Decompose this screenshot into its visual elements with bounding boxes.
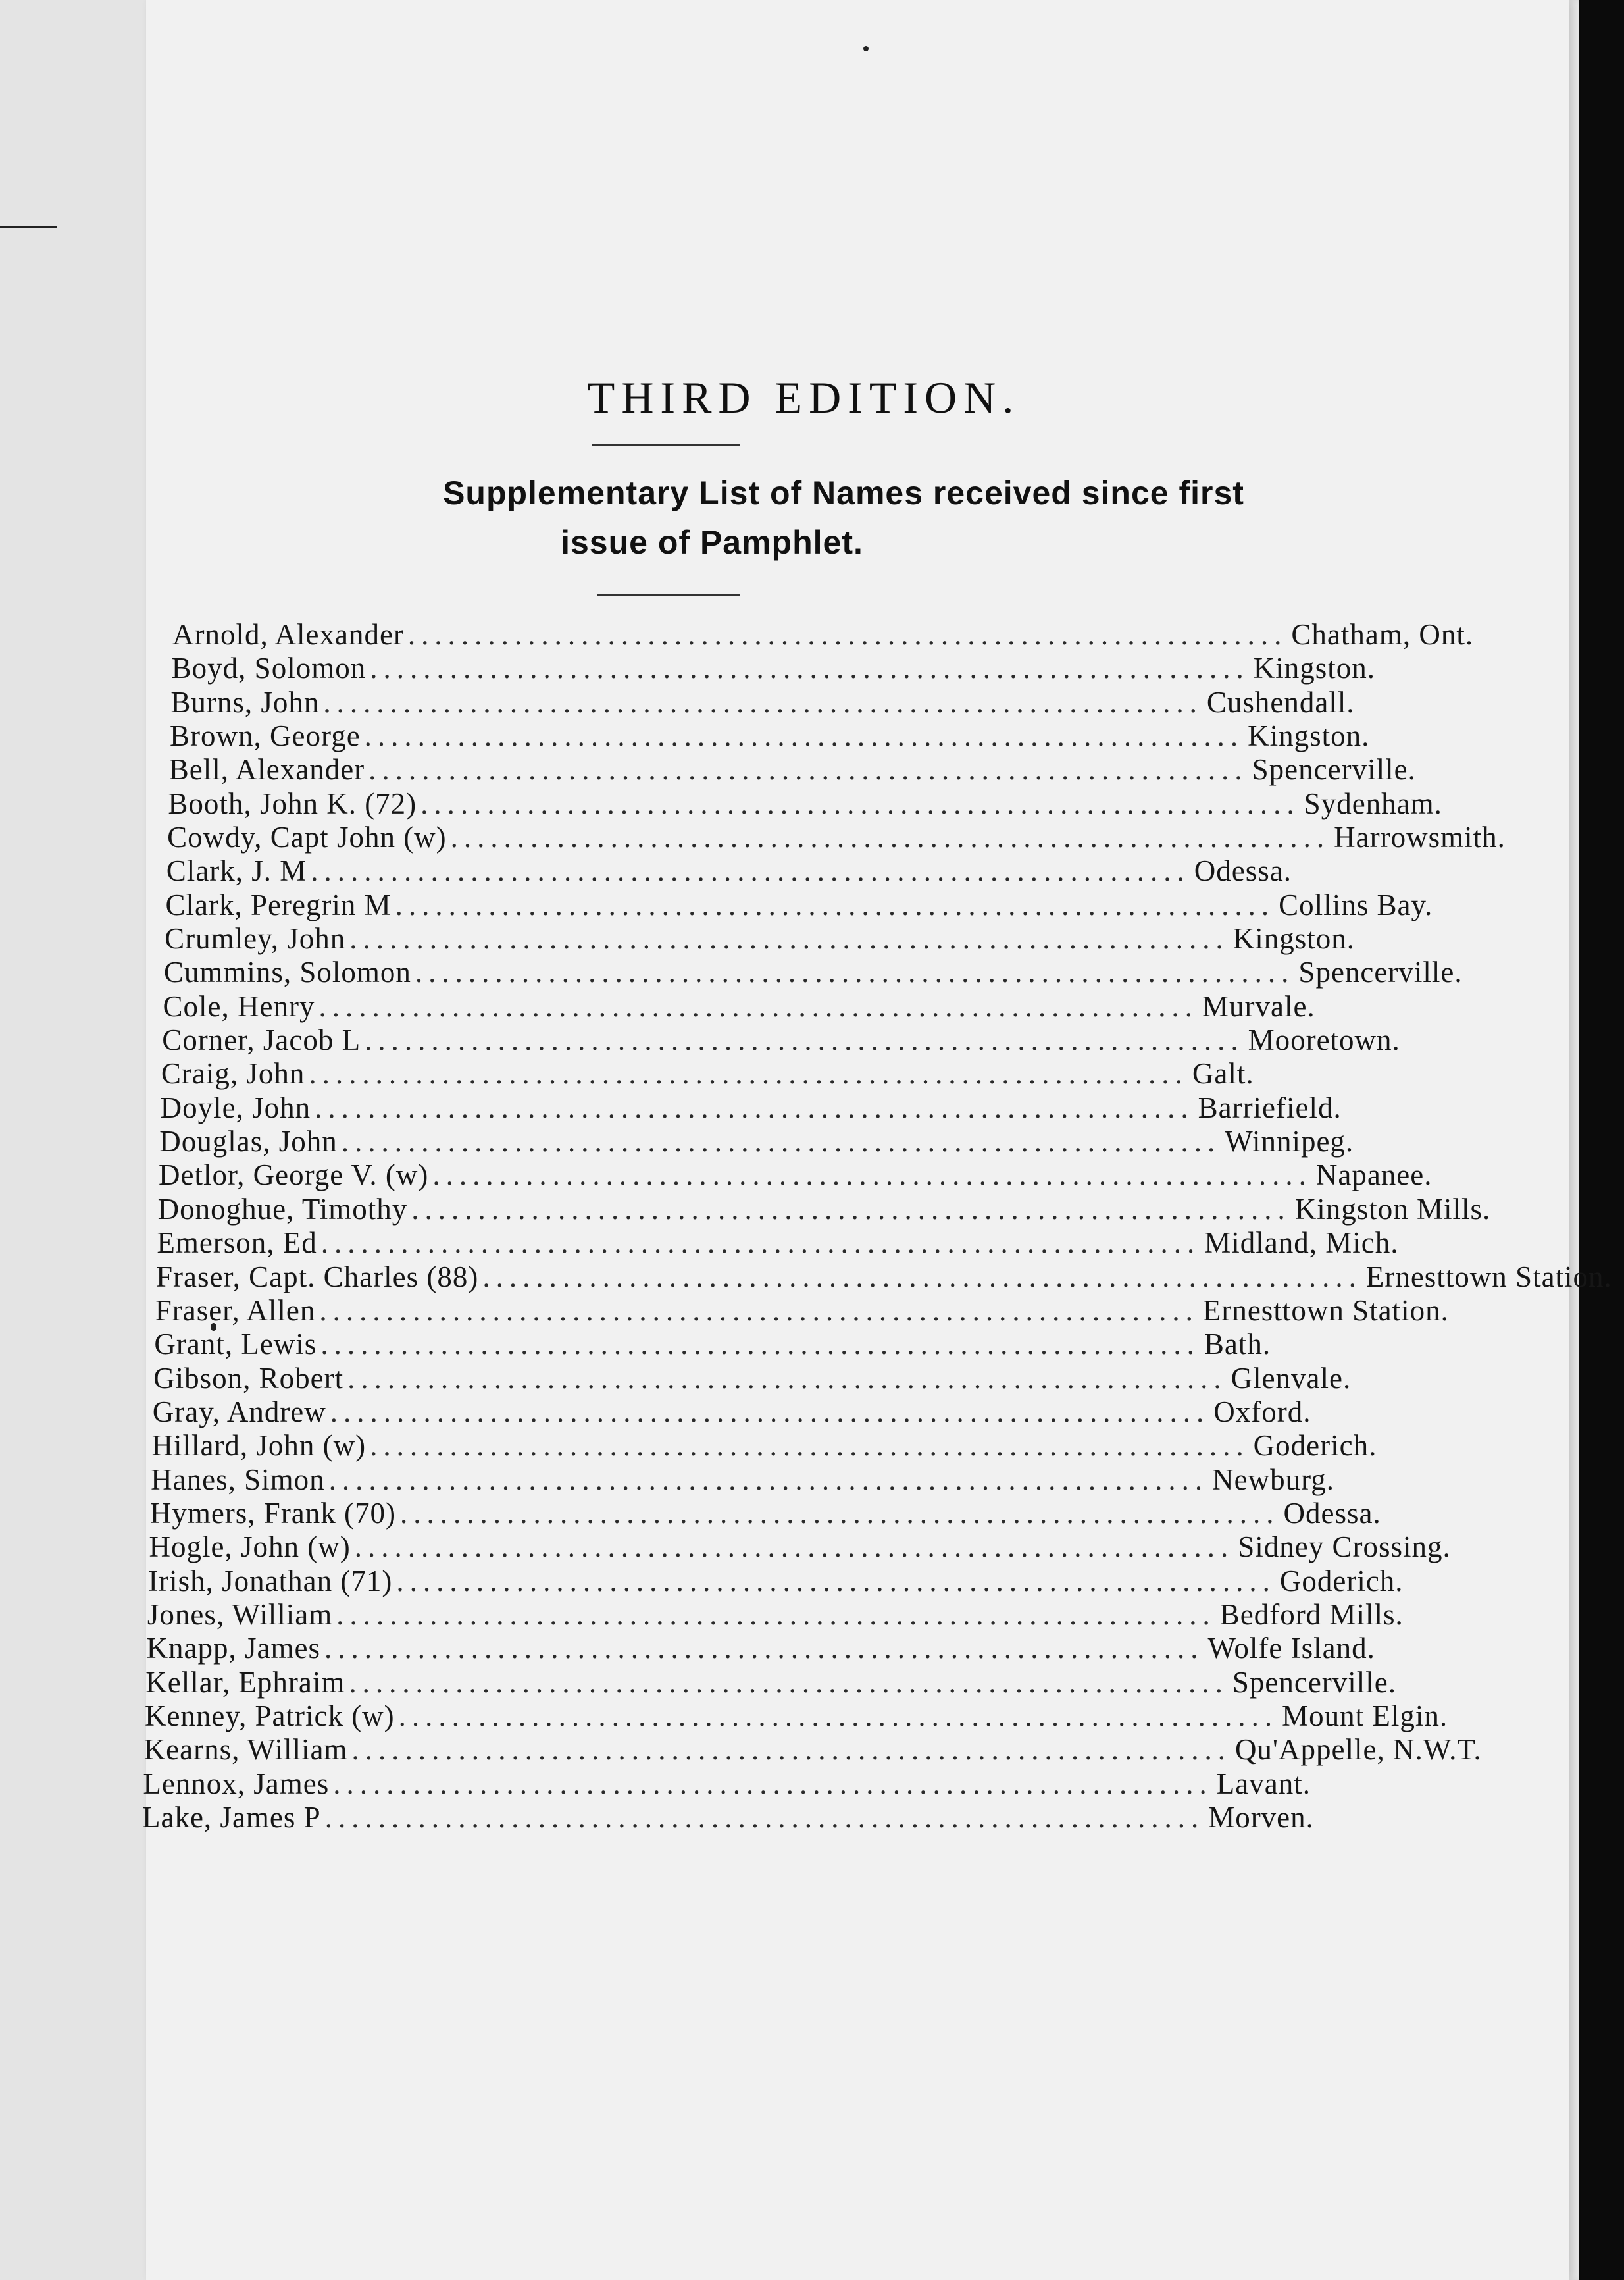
entry-name: Bell, Alexander: [168, 753, 365, 787]
entry-name: Arnold, Alexander: [172, 618, 404, 651]
dot-leader: ..................................................................: [309, 1057, 1188, 1091]
entry-name: Cowdy, Capt John (w): [167, 821, 447, 854]
entry-place: Kingston.: [1253, 652, 1375, 685]
entry-name: Knapp, James: [146, 1632, 321, 1665]
list-item: [166, 854, 1292, 888]
list-item: [143, 1767, 1311, 1801]
dot-leader: ..................................................................: [318, 989, 1198, 1023]
entry-place: Glenvale.: [1231, 1361, 1352, 1395]
dot-leader: ..................................................................: [320, 1226, 1201, 1260]
list-item: [167, 820, 1506, 854]
list-item: [151, 1463, 1335, 1497]
dot-leader: ..................................................................: [320, 1328, 1200, 1361]
names-list: [142, 0, 1612, 2280]
entry-place: Barriefield.: [1198, 1091, 1342, 1124]
entry-place: Sidney Crossing.: [1238, 1530, 1451, 1564]
entry-place: Harrowsmith.: [1334, 821, 1506, 854]
entry-name: Fraser, Capt. Charles (88): [156, 1260, 479, 1293]
list-item: [163, 989, 1315, 1023]
dot-leader: ..................................................................: [347, 1361, 1227, 1395]
list-item: [170, 719, 1370, 753]
dot-leader: ..................................................................: [450, 821, 1331, 854]
entry-place: Cushendall.: [1206, 685, 1355, 719]
list-item: [165, 888, 1433, 922]
entry-name: Clark, J. M: [166, 854, 307, 888]
entry-place: Bath.: [1204, 1328, 1271, 1361]
dot-leader: ..................................................................: [400, 1496, 1280, 1530]
entry-place: Mooretown.: [1248, 1023, 1400, 1057]
list-item: [155, 1293, 1449, 1328]
left-page-edge: [0, 0, 148, 2280]
dot-leader: ..................................................................: [330, 1395, 1210, 1428]
list-item: [163, 955, 1463, 989]
entry-name: Crumley, John: [165, 922, 346, 956]
entry-place: Ernesttown Station.: [1365, 1260, 1612, 1293]
entry-name: Cole, Henry: [163, 989, 315, 1023]
dot-leader: ..................................................................: [396, 1564, 1276, 1597]
dot-leader: ..................................................................: [324, 1801, 1205, 1834]
dot-leader: ..................................................................: [368, 753, 1248, 787]
entry-place: Wolfe Island.: [1207, 1632, 1375, 1665]
dot-leader: ..................................................................: [319, 1293, 1199, 1327]
page-title-text: THIRD EDITION.: [587, 373, 1021, 423]
list-item: [142, 1800, 1314, 1834]
dot-leader: ..................................................................: [365, 1023, 1244, 1057]
entry-place: Kingston.: [1232, 922, 1355, 956]
dot-leader: ..................................................................: [432, 1158, 1312, 1192]
entry-name: Detlor, George V. (w): [158, 1158, 429, 1192]
entry-name: Craig, John: [161, 1057, 305, 1091]
entry-place: Kingston Mills.: [1294, 1192, 1491, 1226]
entry-place: Galt.: [1192, 1057, 1254, 1091]
dot-leader: ..................................................................: [370, 652, 1250, 685]
entry-place: Lavant.: [1216, 1767, 1311, 1800]
entry-place: Morven.: [1208, 1801, 1314, 1834]
entry-place: Qu'Appelle, N.W.T.: [1234, 1733, 1482, 1767]
entry-place: Spencerville.: [1298, 956, 1463, 989]
entry-place: Midland, Mich.: [1204, 1226, 1399, 1260]
dot-leader: ..................................................................: [349, 922, 1229, 956]
dot-leader: ..................................................................: [341, 1125, 1221, 1158]
list-item: [161, 1056, 1254, 1091]
list-item: [170, 685, 1355, 719]
dot-leader: ..................................................................: [395, 888, 1275, 921]
entry-place: Oxford.: [1213, 1395, 1311, 1428]
entry-name: Booth, John K. (72): [168, 787, 417, 820]
list-item: [162, 1023, 1400, 1057]
dot-leader: ..................................................................: [407, 618, 1288, 651]
dot-leader: ..................................................................: [420, 787, 1300, 820]
entry-place: Ernesttown Station.: [1202, 1293, 1449, 1327]
list-item: [156, 1260, 1612, 1294]
dot-leader: ..................................................................: [349, 1665, 1229, 1699]
entry-place: Bedford Mills.: [1219, 1597, 1404, 1631]
entry-name: Kearns, William: [143, 1733, 348, 1767]
dot-leader: ..................................................................: [364, 719, 1244, 753]
entry-name: Irish, Jonathan (71): [148, 1564, 393, 1597]
entry-place: Sydenham.: [1304, 787, 1442, 820]
entry-name: Hymers, Frank (70): [149, 1496, 397, 1530]
entry-place: Odessa.: [1283, 1496, 1381, 1530]
list-item: [149, 1530, 1451, 1564]
subtitle-line-1: Supplementary List of Names received since first: [443, 475, 1244, 511]
list-item: [148, 1564, 1404, 1598]
dot-leader: ..................................................................: [411, 1192, 1291, 1226]
entry-name: Donoghue, Timothy: [157, 1192, 408, 1226]
entry-place: Murvale.: [1202, 989, 1315, 1023]
list-item: [157, 1192, 1491, 1226]
entry-place: Collins Bay.: [1279, 888, 1433, 921]
entry-name: Kenney, Patrick (w): [144, 1699, 395, 1732]
dot-leader: ..................................................................: [333, 1767, 1213, 1800]
dot-leader: ..................................................................: [415, 956, 1295, 989]
dot-leader: ..................................................................: [328, 1463, 1209, 1496]
list-item: [149, 1496, 1381, 1530]
entry-place: Kingston.: [1248, 719, 1370, 753]
dot-leader: ..................................................................: [311, 854, 1190, 888]
list-item: [154, 1327, 1271, 1361]
entry-place: Spencerville.: [1252, 753, 1416, 787]
entry-name: Clark, Peregrin M: [165, 888, 392, 921]
list-item: [168, 787, 1442, 821]
entry-name: Burns, John: [170, 685, 320, 719]
dot-leader: ..................................................................: [398, 1699, 1279, 1732]
list-item: [152, 1395, 1311, 1429]
dot-leader: ..................................................................: [354, 1530, 1234, 1564]
list-item: [157, 1226, 1399, 1260]
list-item: [151, 1428, 1377, 1463]
left-page-rule: [0, 226, 57, 228]
list-item: [144, 1699, 1448, 1733]
entry-name: Gray, Andrew: [152, 1395, 326, 1428]
list-item: [147, 1597, 1404, 1632]
entry-place: Winnipeg.: [1225, 1125, 1354, 1158]
entry-name: Cummins, Solomon: [163, 956, 411, 989]
entry-name: Kellar, Ephraim: [145, 1665, 345, 1699]
entry-place: Odessa.: [1194, 854, 1292, 888]
list-item: [146, 1631, 1375, 1665]
dot-leader: ..................................................................: [315, 1091, 1194, 1124]
dot-leader: ..................................................................: [370, 1429, 1250, 1463]
dot-leader: ..................................................................: [324, 1632, 1204, 1665]
entry-name: Corner, Jacob L: [162, 1023, 361, 1057]
entry-name: Grant, Lewis: [154, 1328, 317, 1361]
list-item: [172, 617, 1474, 652]
entry-place: Goderich.: [1253, 1429, 1377, 1463]
list-item: [145, 1665, 1397, 1699]
list-item: [160, 1091, 1342, 1125]
entry-name: Gibson, Robert: [153, 1361, 344, 1395]
entry-place: Spencerville.: [1232, 1665, 1397, 1699]
entry-name: Emerson, Ed: [157, 1226, 317, 1260]
dot-leader: ..................................................................: [482, 1260, 1362, 1293]
entry-name: Fraser, Allen: [155, 1293, 316, 1327]
dot-leader: ..................................................................: [336, 1597, 1216, 1631]
entry-place: Newburg.: [1212, 1463, 1335, 1496]
entry-name: Lennox, James: [143, 1767, 330, 1800]
entry-place: Chatham, Ont.: [1291, 618, 1474, 651]
list-item: [158, 1158, 1433, 1192]
entry-name: Doyle, John: [160, 1091, 311, 1124]
entry-place: Goderich.: [1279, 1564, 1404, 1597]
entry-place: Napanee.: [1315, 1158, 1433, 1192]
dot-leader: ..................................................................: [351, 1733, 1231, 1767]
list-item: [165, 921, 1355, 956]
list-item: [168, 752, 1416, 787]
entry-name: Hillard, John (w): [151, 1429, 367, 1463]
entry-name: Hanes, Simon: [151, 1463, 325, 1496]
entry-name: Jones, William: [147, 1597, 333, 1631]
dot-leader: ..................................................................: [323, 685, 1203, 719]
entry-name: Hogle, John (w): [149, 1530, 351, 1564]
entry-name: Lake, James P: [142, 1801, 321, 1834]
list-item: [153, 1361, 1352, 1395]
entry-name: Boyd, Solomon: [171, 652, 367, 685]
list-item: [159, 1124, 1354, 1158]
subtitle-line-2: issue of Pamphlet.: [561, 524, 863, 561]
entry-place: Mount Elgin.: [1282, 1699, 1448, 1732]
list-item: [143, 1732, 1482, 1767]
entry-name: Douglas, John: [159, 1125, 338, 1158]
entry-name: Brown, George: [170, 719, 361, 753]
document-page: [142, 0, 1612, 2280]
list-item: [171, 651, 1375, 685]
